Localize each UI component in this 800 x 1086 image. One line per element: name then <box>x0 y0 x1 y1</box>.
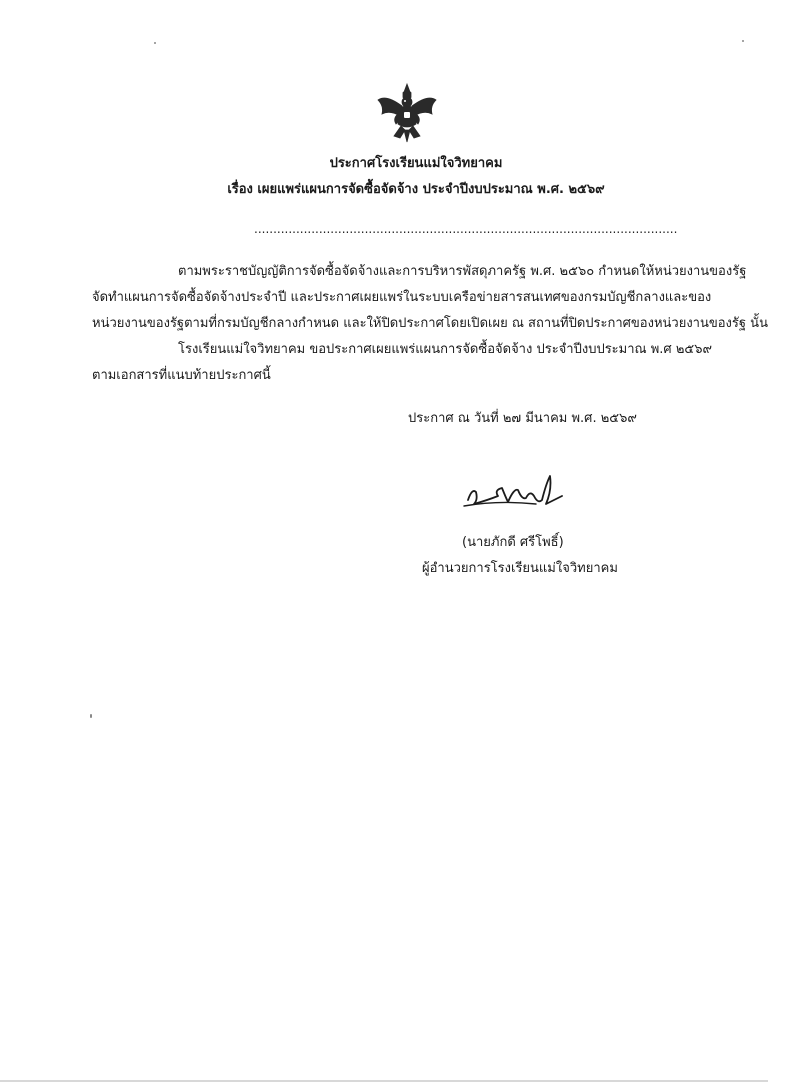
scan-speck <box>154 42 156 44</box>
scan-speck <box>742 40 744 42</box>
separator-line: ............................................................................................................... <box>254 222 678 236</box>
body-line-3: หน่วยงานของรัฐตามที่กรมบัญชีกลางกำหนด และให้ปิดประกาศโดยเปิดเผย ณ สถานที่ปิดประกาศของหน่วยงานของรัฐ นั้น <box>92 316 768 331</box>
signer-position: ผู้อำนวยการโรงเรียนแม่ใจวิทยาคม <box>422 561 618 576</box>
body-line-2: จัดทำแผนการจัดซื้อจัดจ้างประจำปี และประกาศเผยแพร่ในระบบเครือข่ายสารสนเทศของกรมบัญชีกลางและของ <box>92 290 712 305</box>
body-line-5: ตามเอกสารที่แนบท้ายประกาศนี้ <box>92 368 271 383</box>
body-line-4: โรงเรียนแม่ใจวิทยาคม ขอประกาศเผยแพร่แผนการจัดซื้อจัดจ้าง ประจำปีงบประมาณ พ.ศ ๒๕๖๙ <box>178 342 712 357</box>
scan-speck <box>90 714 92 718</box>
document-title: ประกาศโรงเรียนแม่ใจวิทยาคม <box>329 156 503 171</box>
scan-edge <box>0 1080 768 1082</box>
handwritten-signature <box>458 470 566 520</box>
announcement-date: ประกาศ ณ วันที่ ๒๗ มีนาคม พ.ศ. ๒๕๖๙ <box>408 411 637 426</box>
signer-name: (นายภักดี ศรีโพธิ์) <box>462 535 564 550</box>
garuda-emblem-icon <box>374 80 440 146</box>
body-line-1: ตามพระราชบัญญัติการจัดซื้อจัดจ้างและการบริหารพัสดุภาครัฐ พ.ศ. ๒๕๖๐ กำหนดให้หน่วยงานของรัฐ <box>178 264 747 279</box>
document-subject: เรื่อง เผยแพร่แผนการจัดซื้อจัดจ้าง ประจำปีงบประมาณ พ.ศ. ๒๕๖๙ <box>227 182 605 197</box>
